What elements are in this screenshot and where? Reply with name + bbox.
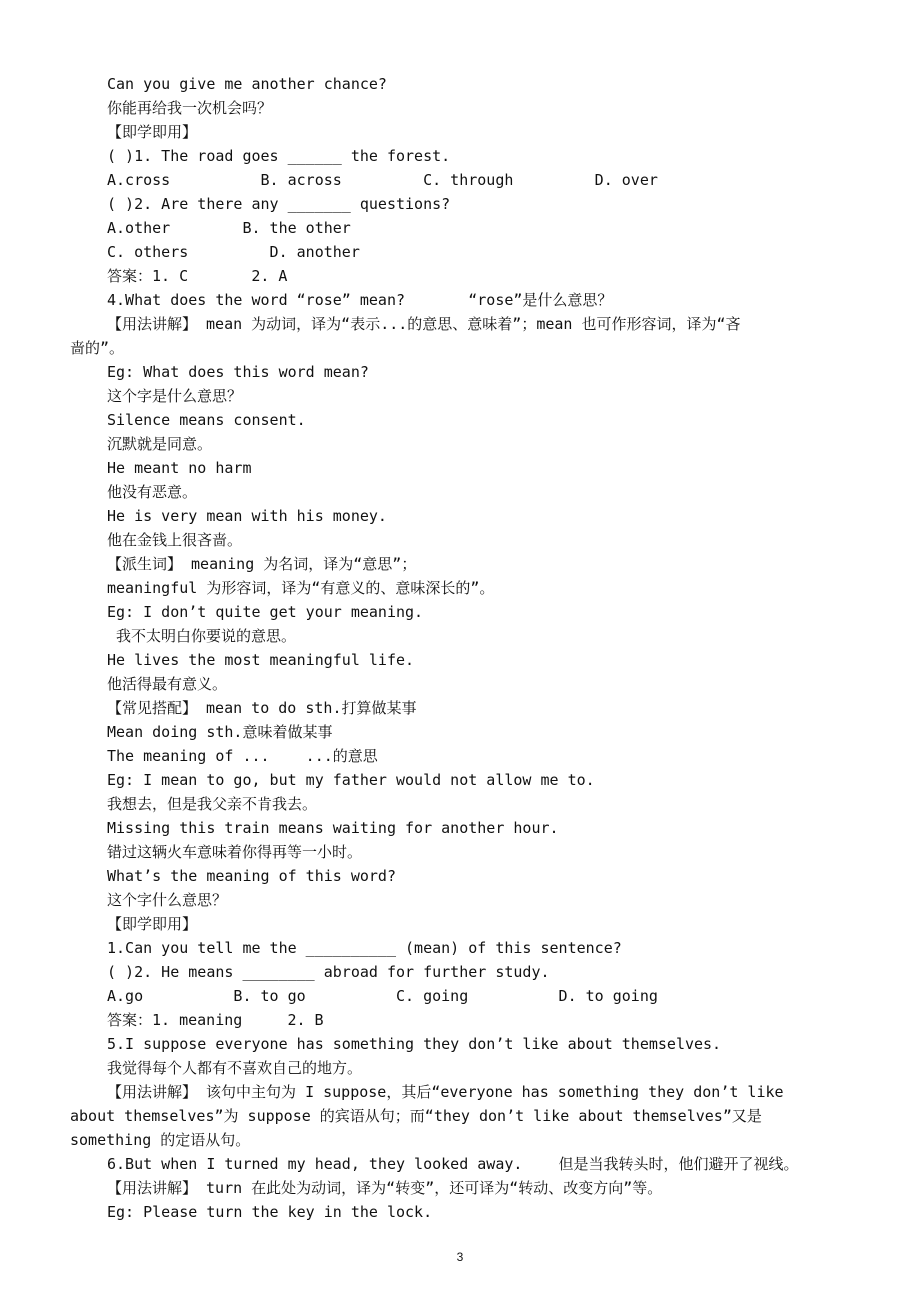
options: C. others D. another [107, 243, 360, 261]
example: He lives the most meaningful life. [107, 651, 415, 669]
question: 1.Can you tell me the __________ (mean) of this sentence? [107, 939, 622, 957]
example: Eg: I don’t quite get your meaning. [107, 603, 424, 621]
example: Eg: Please turn the key in the lock. [107, 1203, 433, 1221]
example: Eg: What does this word mean? [107, 363, 369, 381]
usage-explanation: 【用法讲解】 mean 为动词，译为“表示...的意思、意味着”；mean 也可作形容词，译为“吝 [107, 315, 741, 333]
translation: 我不太明白你要说的意思。 [107, 627, 297, 645]
example: He meant no harm [107, 459, 252, 477]
text-line: meaningful 为形容词，译为“有意义的、意味深长的”。 [107, 579, 495, 597]
answer-key: 答案：1. meaning 2. B [107, 1011, 324, 1029]
translation: 他没有恶意。 [107, 483, 198, 501]
example: He is very mean with his money. [107, 507, 387, 525]
page-number: 3 [456, 1250, 464, 1264]
section-heading: 【即学即用】 [107, 123, 198, 141]
point-heading: 6.But when I turned my head, they looked away. 但是当我转头时，他们避开了视线。 [107, 1155, 799, 1173]
question: ( )2. He means ________ abroad for further study. [107, 963, 550, 981]
options: A.other B. the other [107, 219, 351, 237]
answer-key: 答案：1. C 2. A [107, 267, 288, 285]
text-line: about themselves”为 suppose 的宾语从句；而“they don’t like about themselves”又是 [70, 1107, 762, 1125]
section-heading: 【即学即用】 [107, 915, 198, 933]
text-line: Mean doing sth.意味着做某事 [107, 723, 333, 741]
translation: 他在金钱上很吝啬。 [107, 531, 243, 549]
translation: 我想去，但是我父亲不肯我去。 [107, 795, 318, 813]
point-heading: 5.I suppose everyone has something they don’t like about themselves. [107, 1035, 722, 1053]
usage-explanation: 【用法讲解】 turn 在此处为动词，译为“转变”，还可译为“转动、改变方向”等。 [107, 1179, 663, 1197]
options: A.go B. to go C. going D. to going [107, 987, 658, 1005]
translation: 这个字什么意思？ [107, 891, 228, 909]
text-line: The meaning of ... ...的意思 [107, 747, 378, 765]
example: Missing this train means waiting for another hour. [107, 819, 559, 837]
example: What’s the meaning of this word? [107, 867, 396, 885]
example: Silence means consent. [107, 411, 306, 429]
translation: 他活得最有意义。 [107, 675, 228, 693]
usage-explanation: 【用法讲解】 该句中主句为 I suppose，其后“everyone has something they don’t like [107, 1083, 784, 1101]
example: Eg: I mean to go, but my father would not allow me to. [107, 771, 595, 789]
text-line: 啬的”。 [70, 339, 125, 357]
translation: 我觉得每个人都有不喜欢自己的地方。 [107, 1059, 363, 1077]
point-heading: 4.What does the word “rose” mean? “rose”是什么意思？ [107, 291, 613, 309]
question: ( )1. The road goes ______ the forest. [107, 147, 451, 165]
text-line: something 的定语从句。 [70, 1131, 251, 1149]
collocation-heading: 【常见搭配】 mean to do sth.打算做某事 [107, 699, 417, 717]
derivative-heading: 【派生词】 meaning 为名词，译为“意思”； [107, 555, 417, 573]
text-line: 你能再给我一次机会吗？ [107, 99, 273, 117]
options: A.cross B. across C. through D. over [107, 171, 658, 189]
text-line: Can you give me another chance? [107, 75, 387, 93]
translation: 错过这辆火车意味着你得再等一小时。 [107, 843, 363, 861]
translation: 这个字是什么意思？ [107, 387, 243, 405]
question: ( )2. Are there any _______ questions? [107, 195, 451, 213]
translation: 沉默就是同意。 [107, 435, 213, 453]
